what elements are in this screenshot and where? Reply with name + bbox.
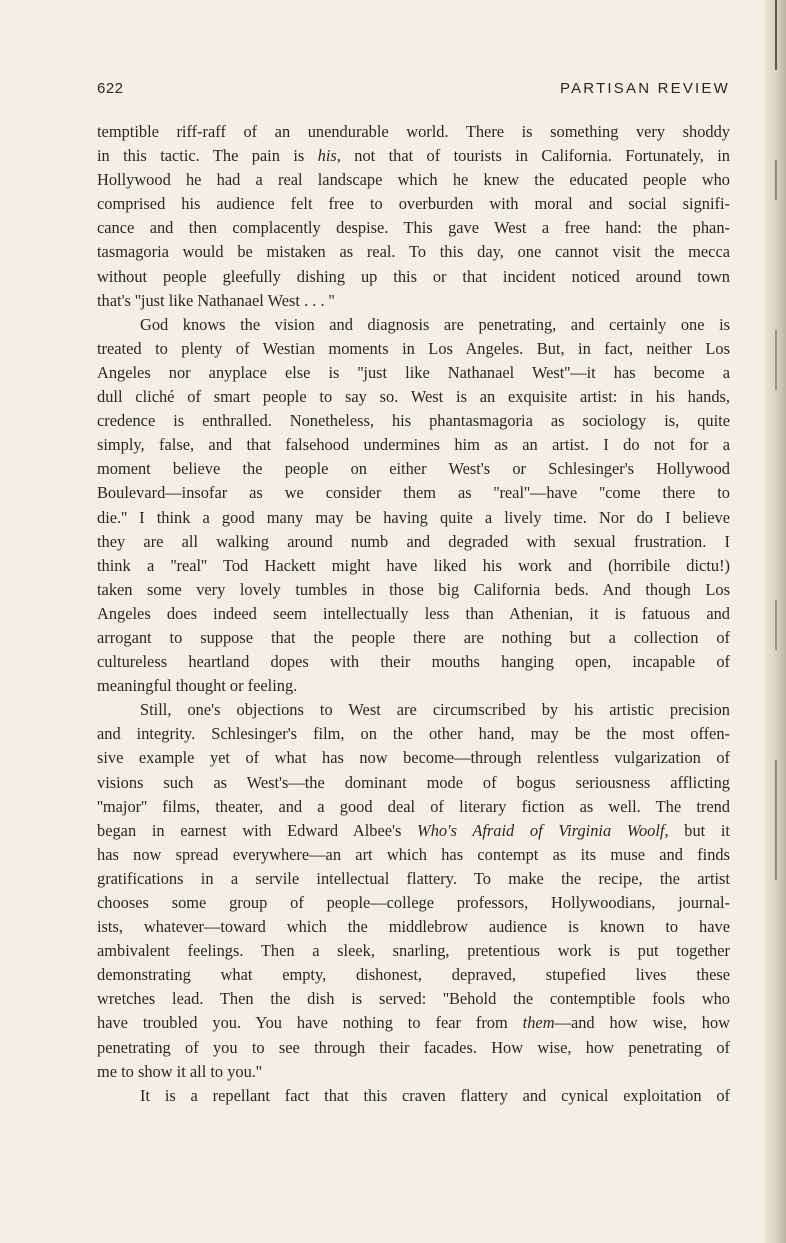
line-text: —and how wise, how — [554, 1013, 730, 1033]
line-text: die.'' I think a good many may be having quite a lively time. Nor do I believe — [97, 507, 730, 527]
text-line — [97, 963, 730, 987]
line-text: Boulevard—insofar as we consider them as ''real''—have ''come there to — [97, 483, 730, 503]
text-line — [97, 289, 730, 313]
text-line — [97, 626, 730, 650]
line-text: tasmagoria would be mistaken as real. To this day, one cannot visit the mecca — [97, 242, 730, 262]
line-text: ''major'' films, theater, and a good deal of literary fiction as well. The trend — [97, 796, 730, 816]
text-line — [97, 313, 730, 337]
body-text — [97, 120, 730, 1108]
line-text: arrogant to suppose that the people there are nothing but a collection of — [97, 627, 730, 647]
line-text: in this tactic. The pain is — [97, 146, 318, 166]
italic-text: his — [317, 146, 337, 166]
line-text: moment believe the people on either West's or Schlesinger's Hollywood — [97, 459, 730, 479]
text-line — [97, 481, 730, 505]
line-text: ists, whatever—toward which the middlebrow audience is known to have — [97, 917, 730, 937]
line-text: demonstrating what empty, dishonest, depraved, stupefied lives these — [97, 965, 730, 985]
page-edge-mark — [775, 760, 777, 880]
page-header — [97, 80, 730, 102]
line-text: they are all walking around numb and degraded with sexual frustration. I — [97, 531, 730, 551]
text-line — [97, 578, 730, 602]
line-text: It is a repellant fact that this craven flattery and cynical exploitation of — [140, 1085, 730, 1105]
line-text: temptible riff-raff of an unendurable world. There is something very shoddy — [97, 122, 730, 141]
line-text: visions such as West's—the dominant mode of bogus seriousness afflicting — [97, 772, 730, 792]
page-edge-mark — [775, 600, 777, 650]
line-text: that's ''just like Nathanael West . . . '' — [97, 290, 335, 310]
text-line — [97, 1060, 730, 1084]
text-line — [97, 192, 730, 216]
text-line — [97, 385, 730, 409]
text-line — [97, 722, 730, 746]
line-text: wretches lead. Then the dish is served: ''Behold the contemptible fools who — [97, 989, 730, 1009]
line-text: , not that of tourists in California. Fortunately, in — [336, 146, 730, 166]
page-edge-mark — [775, 0, 777, 70]
text-line — [97, 987, 730, 1011]
text-line — [97, 650, 730, 674]
text-line — [97, 361, 730, 385]
text-line — [97, 240, 730, 264]
text-line — [97, 915, 730, 939]
line-text: think a ''real'' Tod Hackett might have liked his work and (horribile dictu!) — [97, 555, 730, 575]
line-text: and integrity. Schlesinger's film, on the other hand, may be the most offen- — [97, 724, 730, 744]
line-text: meaningful thought or feeling. — [97, 676, 298, 696]
line-text: without people gleefully dishing up this or that incident noticed around town — [97, 266, 730, 286]
text-line — [97, 819, 730, 843]
text-line — [97, 698, 730, 722]
text-line — [97, 457, 730, 481]
text-line — [97, 554, 730, 578]
text-line — [97, 602, 730, 626]
line-text: has now spread everywhere—an art which has contempt as its muse and finds — [97, 844, 730, 864]
page-edge — [764, 0, 786, 1243]
page-edge-mark — [775, 330, 777, 390]
line-text: sive example yet of what has now become—through relentless vulgarization of — [97, 748, 730, 768]
italic-text: Who's Afraid of Virginia Woolf — [417, 820, 665, 840]
line-text: penetrating of you to see through their facades. How wise, how penetrating of — [97, 1037, 730, 1057]
line-text: ambivalent feelings. Then a sleek, snarling, pretentious work is put together — [97, 941, 730, 961]
line-text: treated to plenty of Westian moments in Los Angeles. But, in fact, neither Los — [97, 338, 730, 358]
page-number: 622 — [97, 80, 124, 97]
line-text: cultureless heartland dopes with their mouths hanging open, incapable of — [97, 652, 730, 672]
text-line — [97, 891, 730, 915]
text-line — [97, 867, 730, 891]
text-line — [97, 939, 730, 963]
text-line — [97, 216, 730, 240]
line-text: comprised his audience felt free to overburden with moral and social signifi- — [97, 194, 730, 214]
text-line — [97, 771, 730, 795]
text-line — [97, 843, 730, 867]
text-line — [97, 120, 730, 144]
line-text: cance and then complacently despise. This gave West a free hand: the phan- — [97, 218, 730, 238]
text-line — [97, 674, 730, 698]
line-text: gratifications in a servile intellectual flattery. To make the recipe, the artist — [97, 868, 730, 888]
line-text: Hollywood he had a real landscape which he knew the educated people who — [97, 170, 730, 190]
text-line — [97, 265, 730, 289]
text-line — [97, 409, 730, 433]
text-line — [97, 746, 730, 770]
line-text: Still, one's objections to West are circumscribed by his artistic precision — [140, 700, 730, 720]
line-text: , but it — [664, 820, 730, 840]
line-text: me to show it all to you.'' — [97, 1061, 262, 1081]
line-text: began in earnest with Edward Albee's — [97, 820, 418, 840]
text-line — [97, 433, 730, 457]
italic-text: them — [522, 1013, 555, 1033]
line-text: chooses some group of people—college professors, Hollywoodians, journal- — [97, 893, 730, 912]
text-line — [97, 1011, 730, 1035]
running-head: PARTISAN REVIEW — [560, 80, 730, 97]
line-text: taken some very lovely tumbles in those big California beds. And though Los — [97, 579, 730, 599]
page-edge-mark — [775, 160, 777, 200]
line-text: simply, false, and that falsehood undermines him as an artist. I do not for a — [97, 435, 730, 455]
text-line — [97, 337, 730, 361]
text-line — [97, 530, 730, 554]
line-text: Angeles does indeed seem intellectually less than Athenian, it is fatuous and — [97, 603, 730, 623]
text-line — [97, 506, 730, 530]
text-line — [97, 1084, 730, 1108]
line-text: God knows the vision and diagnosis are penetrating, and certainly one is — [140, 314, 730, 334]
text-line — [97, 144, 730, 168]
line-text: dull cliché of smart people to say so. West is an exquisite artist: in his hands, — [97, 387, 730, 407]
text-line — [97, 168, 730, 192]
line-text: have troubled you. You have nothing to fear from — [97, 1013, 523, 1033]
line-text: credence is enthralled. Nonetheless, his phantasmagoria as sociology is, quite — [97, 411, 730, 431]
line-text: Angeles nor anyplace else is ''just like Nathanael West''—it has become a — [97, 362, 730, 382]
text-line — [97, 795, 730, 819]
text-line — [97, 1036, 730, 1060]
